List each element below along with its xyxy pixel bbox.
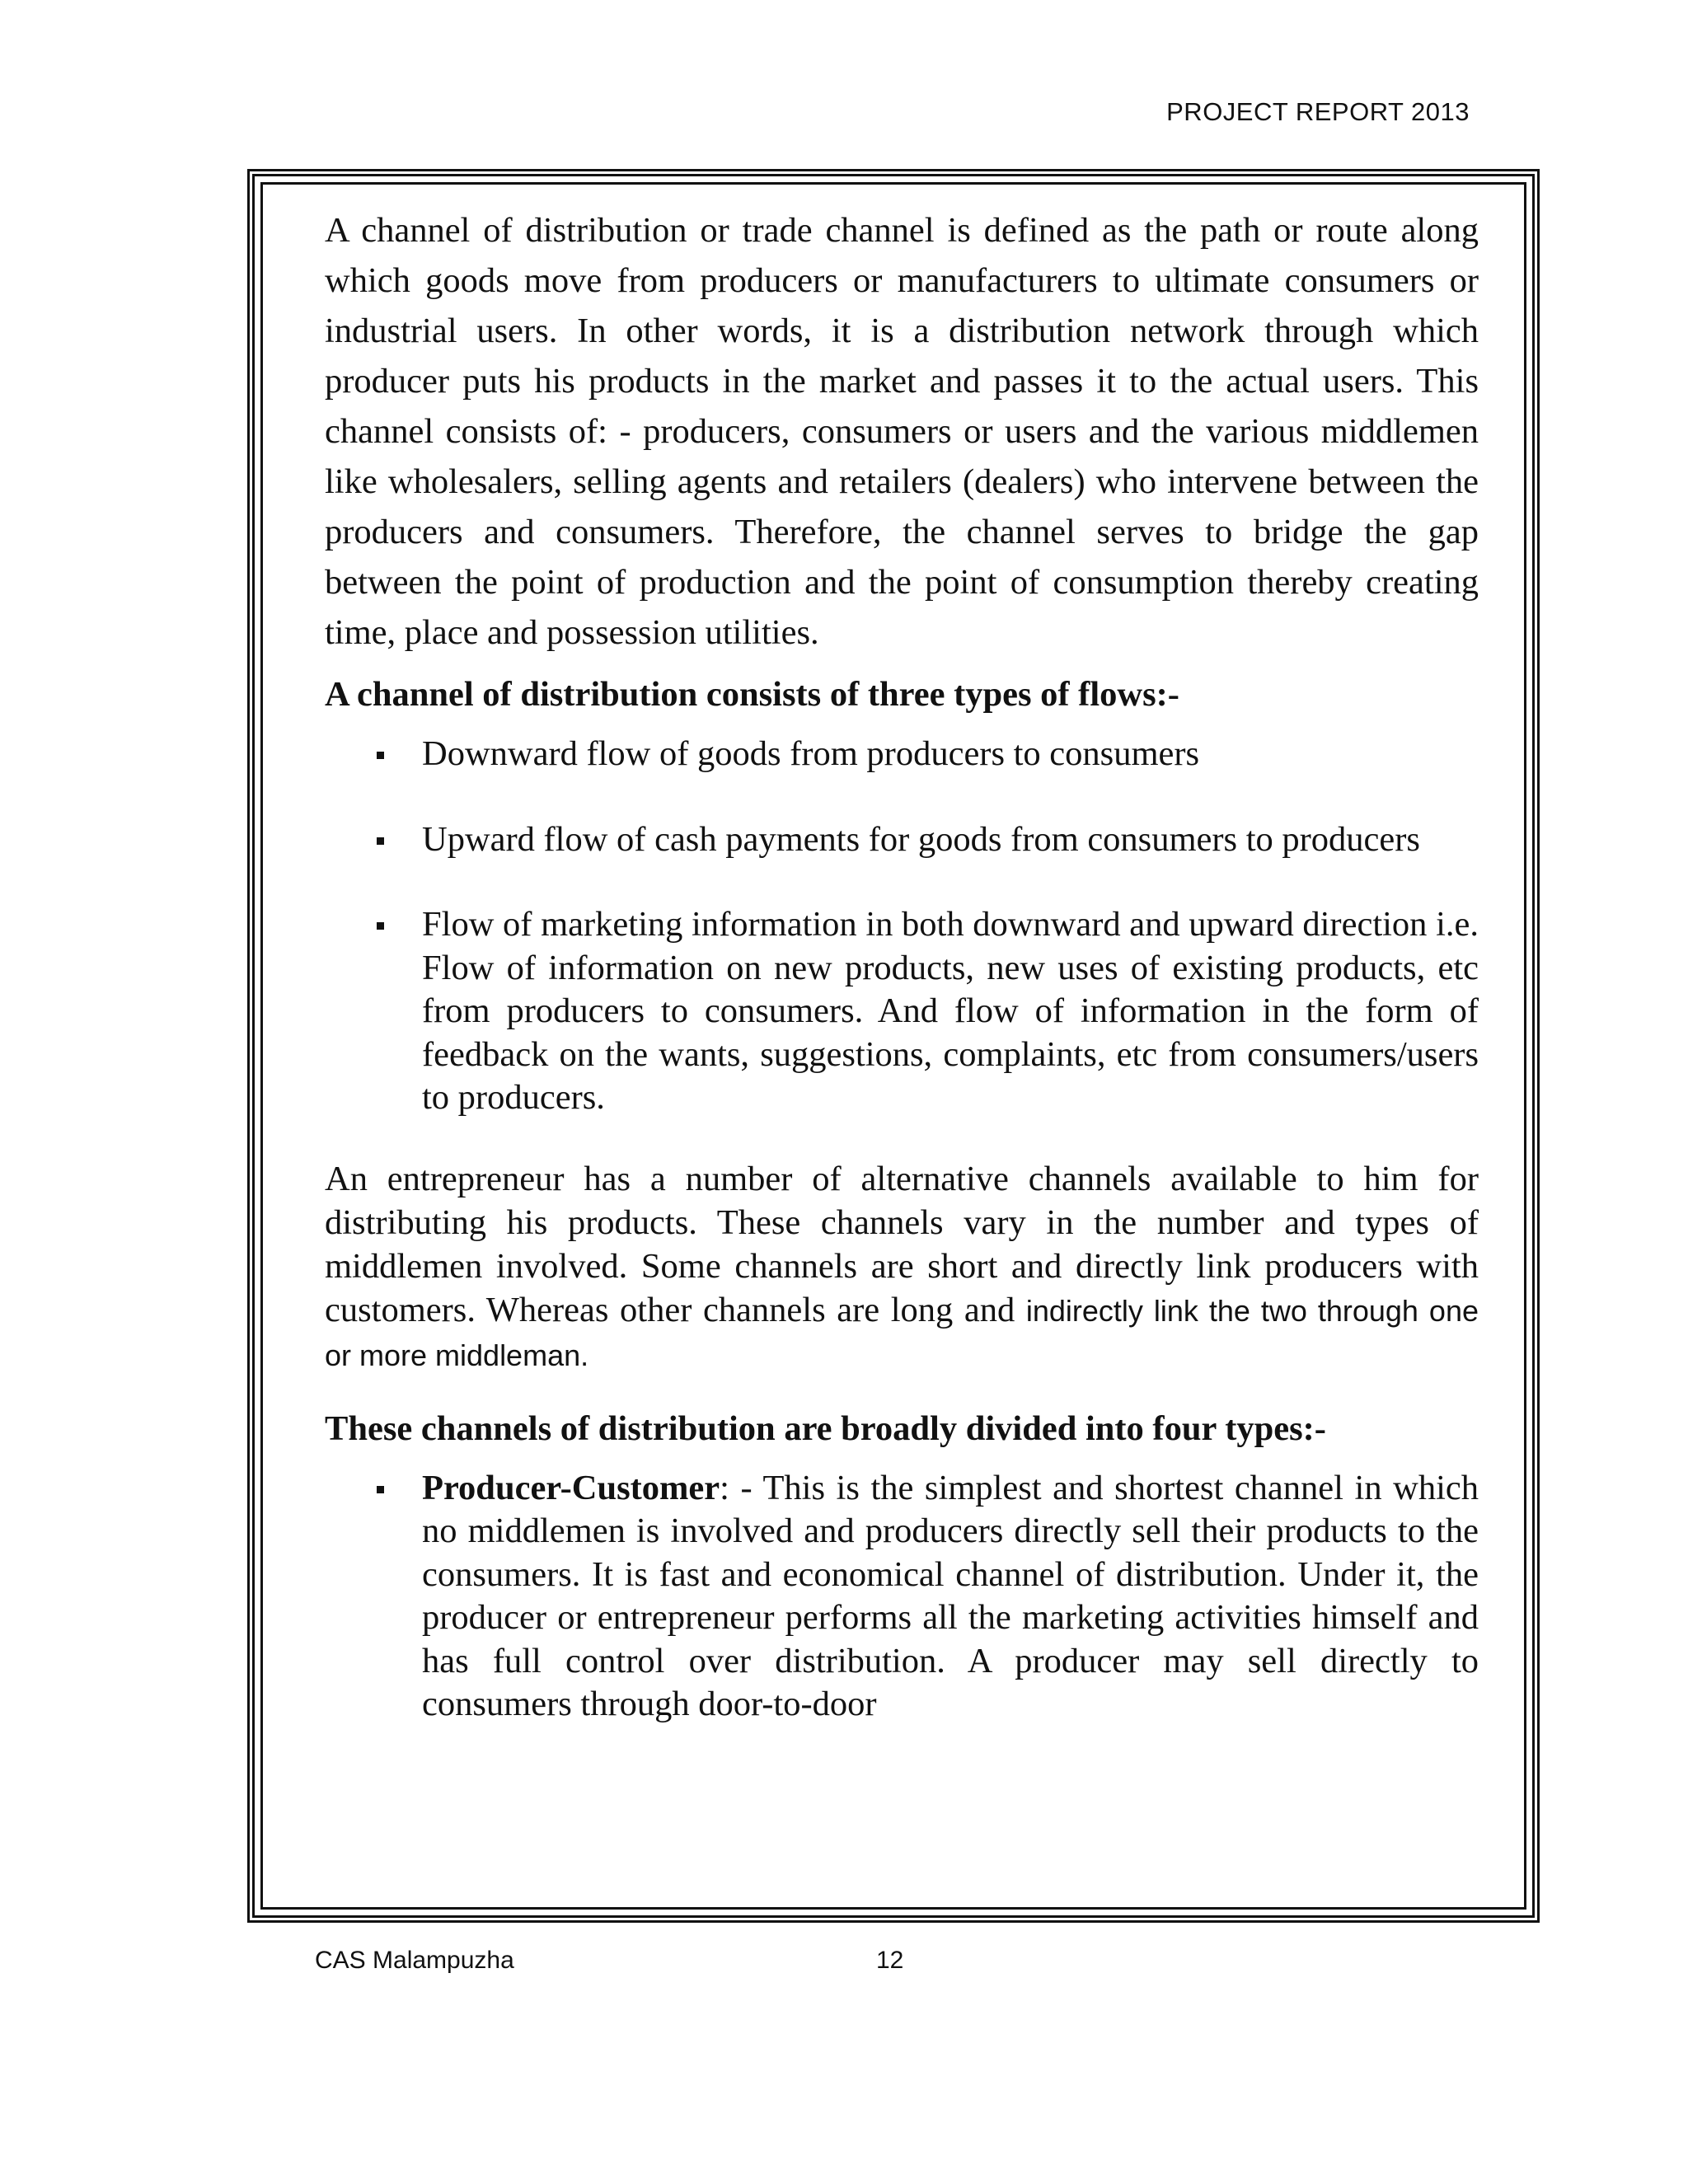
types-list xyxy=(325,1467,1479,1727)
alternatives-text: An entrepreneur has a number of alternative channels available to him for distributing his products. These channels vary in the number and types of middlemen involved. Some channels are short and directly link producers with customers. Whereas other channels are long and xyxy=(325,1159,1479,1329)
footer-institution: CAS Malampuzha xyxy=(315,1947,514,1974)
page-content xyxy=(325,205,1479,1727)
square-bullet-icon xyxy=(377,1486,384,1493)
page-header: PROJECT REPORT 2013 xyxy=(1166,97,1470,126)
list-item-text: Downward flow of goods from producers to consumers xyxy=(422,734,1200,773)
alternatives-text-tail: indirectly link the two through one or more middleman. xyxy=(325,1293,1479,1372)
types-heading: These channels of distribution are broadly divided into four types:- xyxy=(325,1408,1326,1448)
square-bullet-icon xyxy=(377,837,384,845)
type-term: Producer-Customer xyxy=(422,1468,720,1507)
list-item xyxy=(325,903,1479,1120)
alternatives-paragraph xyxy=(325,1157,1479,1377)
list-item xyxy=(325,733,1479,776)
flows-list xyxy=(325,733,1479,1120)
square-bullet-icon xyxy=(377,922,384,930)
page-border-inner xyxy=(260,182,1526,1910)
type-description: : - This is the simplest and shortest channel in which no middlemen is involved and producers directly sell their products to the consumers. It is fast and economical channel of distribution. Under it, the producer or entrepreneur performs all the marketing activities himself and has full control over distribution. A producer may sell directly to consumers through door-to-door xyxy=(422,1468,1479,1723)
square-bullet-icon xyxy=(377,752,384,759)
flows-heading: A channel of distribution consists of three types of flows:- xyxy=(325,675,1179,714)
list-item-text: Flow of marketing information in both downward and upward direction i.e. Flow of information on new products, new uses of existing products, etc from producers to consumers. And flow of information in the form of feedback on the wants, suggestions, complaints, etc from consumers/users to producers. xyxy=(422,905,1479,1117)
list-item xyxy=(325,818,1479,862)
list-item-text: Upward flow of cash payments for goods from consumers to producers xyxy=(422,819,1420,859)
list-item xyxy=(325,1467,1479,1727)
page-border xyxy=(247,169,1540,1923)
intro-paragraph: A channel of distribution or trade channel is defined as the path or route along which goods move from producers or manufacturers to ultimate consumers or industrial users. In other words, it is a distribution network through which producer puts his products in the market and passes it to the actual users. This channel consists of: - producers, consumers or users and the various middlemen like wholesalers, selling agents and retailers (dealers) who intervene between the producers and consumers. Therefore, the channel serves to bridge the gap between the point of production and the point of consumption thereby creating time, place and possession utilities. xyxy=(325,211,1479,652)
page-number: 12 xyxy=(876,1947,904,1974)
